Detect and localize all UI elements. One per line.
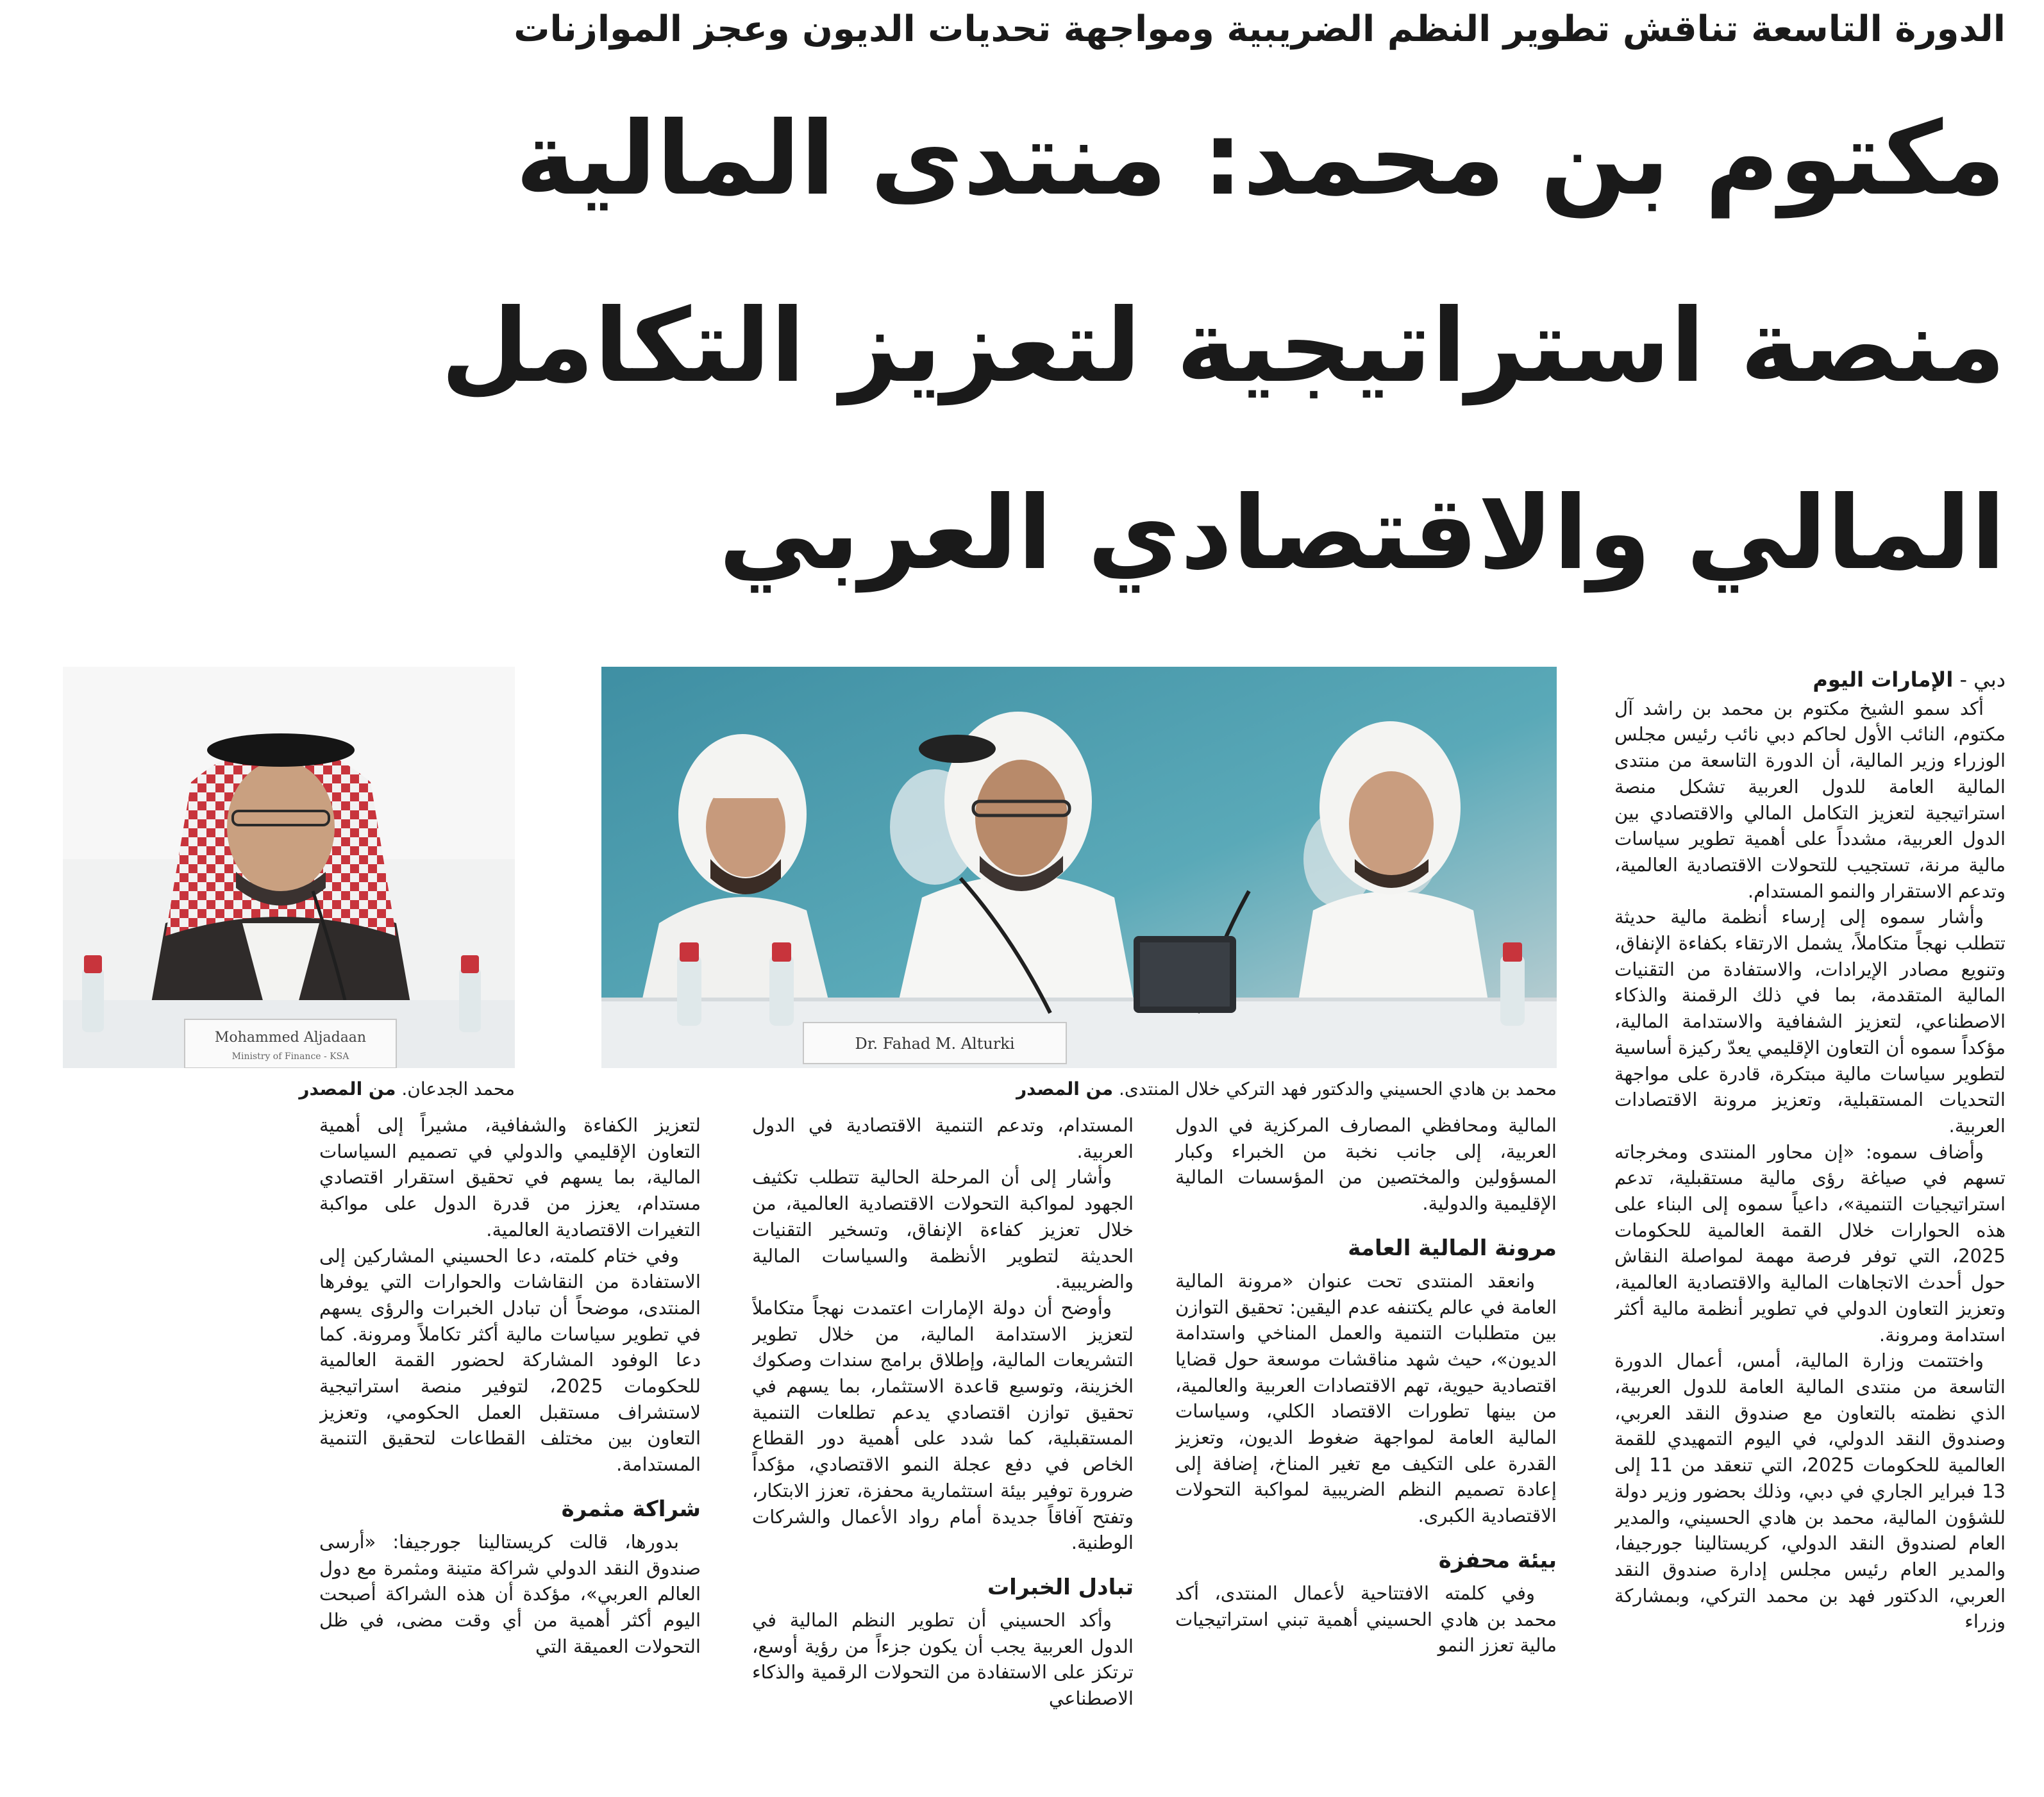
side-photo-caption bbox=[63, 1077, 515, 1101]
main-photo bbox=[601, 667, 1557, 1068]
paragraph: وأشار سموه إلى إرساء أنظمة مالية حديثة تتطلب نهجاً متكاملاً، يشمل الارتقاء بكفاءة الإنفاق، وتنويع مصادر الإيرادات، والاستفادة من التقنيات المالية المتقدمة، بما في ذلك الرقمنة والذكاء الاصطناعي، لتعزيز الشفافية والاستدامة المالية، مؤكداً سموه أن التعاون الإقليمي يعدّ ركيزة أساسية لتطوير سياسات مالية مبتكرة، قادرة على مواجهة التحديات المستقبلية، وتعزيز مرونة الاقتصادات العربية. bbox=[1614, 906, 2006, 1137]
main-photo-caption-text: محمد بن هادي الحسيني والدكتور فهد التركي خلال المنتدى. bbox=[1119, 1078, 1557, 1099]
kicker-headline: الدورة التاسعة تناقش تطوير النظم الضريبية ومواجهة تحديات الديون وعجز الموازنات bbox=[514, 8, 2006, 50]
subheading: بيئة محفزة bbox=[1438, 1547, 1557, 1573]
paragraph: وفي ختام كلمته، دعا الحسيني المشاركين إلى الاستفادة من النقاشات والحوارات التي يوفرها المنتدى، موضحاً أن تبادل الخبرات والرؤى يسهم في تطوير سياسات مالية أكثر تكاملاً ومرونة. كما دعا الوفود المشاركة لحضور القمة العالمية للحكومات 2025، لتوفير منصة استراتيجية لاستشراف مستقبل العمل الحكومي، وتعزيز التعاون بين مختلف القطاعات لتحقيق التنمية المستدامة. bbox=[319, 1244, 701, 1476]
side-photo-credit: من المصدر bbox=[299, 1078, 396, 1099]
headline-line-1: مكتوم بن محمد: منتدى المالية bbox=[515, 100, 2006, 218]
dateline-place: دبي - bbox=[1953, 667, 2006, 692]
side-photo bbox=[63, 667, 515, 1068]
paragraph: واختتمت وزارة المالية، أمس، أعمال الدورة التاسعة من منتدى المالية العامة للدول العربية، الذي نظمته بالتعاون مع صندوق النقد العربي، وصندوق النقد الدولي، في اليوم التمهيدي للقمة العالمية للحكومات 2025، التي تنعقد من 11 إلى 13 فبراير الجاري في دبي، وذلك بحضور وزير دولة للشؤون المالية، محمد بن هادي الحسيني، والمدير العام لصندوق النقد الدولي، كريستالينا جورجيفا، والمدير العام رئيس مجلس إدارة صندوق النقد العربي، الدكتور فهد بن محمد التركي، وبمشاركة وزراء bbox=[1614, 1350, 2006, 1633]
paragraph: وأكد الحسيني أن تطوير النظم المالية في الدول العربية يجب أن يكون جزءاً من رؤية أوسع، ترتكز على الاستفادة من التحولات الرقمية والذكاء الاصطناعي bbox=[752, 1609, 1134, 1710]
article-column-2 bbox=[1175, 1112, 1557, 1785]
paragraph: وأشار إلى أن المرحلة الحالية تتطلب تكثيف الجهود لمواكبة التحولات الاقتصادية العالمية، من خلال تعزيز كفاءة الإنفاق، وتسخير التقنيات الحديثة لتطوير الأنظمة والسياسات المالية والضريبية. bbox=[752, 1166, 1134, 1293]
article-column-4 bbox=[319, 1112, 701, 1785]
headline-line-2: منصة استراتيجية لتعزيز التكامل bbox=[440, 287, 2006, 405]
main-photo-nameplate: Dr. Fahad M. Alturki bbox=[855, 1035, 1015, 1053]
paragraph: وأوضح أن دولة الإمارات اعتمدت نهجاً متكاملاً لتعزيز الاستدامة المالية، من خلال تطوير التشريعات المالية، وإطلاق برامج سندات وصكوك الخزينة، وتوسيع قاعدة الاستثمار، بما يسهم في تحقيق توازن اقتصادي يدعم تطلعات التنمية المستقبلية، كما شدد على أهمية دور القطاع الخاص في دفع عجلة النمو الاقتصادي، مؤكداً ضرورة توفير بيئة استثمارية محفزة، تعزز الابتكار، وتفتح آفاقاً جديدة أمام رواد الأعمال والشركات الوطنية. bbox=[752, 1296, 1134, 1554]
side-photo-nameplate-name: Mohammed Aljadaan bbox=[214, 1030, 367, 1046]
side-photo-nameplate-title: Ministry of Finance - KSA bbox=[231, 1051, 349, 1062]
subheading: تبادل الخبرات bbox=[987, 1574, 1134, 1600]
paragraph: المالية ومحافظي المصارف المركزية في الدول العربية، إلى جانب نخبة من الخبراء وكبار المسؤولين والمختصين من المؤسسات المالية الإقليمية والدولية. bbox=[1175, 1114, 1557, 1215]
headline-line-3: المالي والاقتصادي العربي bbox=[719, 474, 2006, 592]
side-photo-caption-text: محمد الجدعان. bbox=[401, 1078, 515, 1099]
paragraph: بدورها، قالت كريستالينا جورجيفا: «أرسى صندوق النقد الدولي شراكة متينة ومثمرة مع دول العالم العربي»، مؤكدة أن هذه الشراكة أصبحت اليوم أكثر أهمية من أي وقت مضى، في ظل التحولات العميقة التي bbox=[319, 1530, 701, 1657]
paragraph: وانعقد المنتدى تحت عنوان «مرونة المالية العامة في عالم يكتنفه عدم اليقين: تحقيق التوازن بين متطلبات التنمية والعمل المناخي واستدامة الديون»، حيث شهد مناقشات موسعة حول قضايا اقتصادية حيوية، تهم الاقتصادات العربية والعالمية، من بينها تطورات الاقتصاد الكلي، وسياسات المالية العامة لمواجهة ضغوط الديون، وتعزيز القدرة على التكيف مع تغير المناخ، إضافة إلى إعادة تصميم النظم الضريبية لمواكبة التحولات الاقتصادية الكبرى. bbox=[1175, 1269, 1557, 1527]
article-column-1 bbox=[1614, 667, 2006, 1782]
subheading: شراكة مثمرة bbox=[561, 1496, 701, 1522]
main-photo-credit: من المصدر bbox=[1016, 1078, 1114, 1099]
paragraph: أكد سمو الشيخ مكتوم بن محمد بن راشد آل مكتوم، النائب الأول لحاكم دبي نائب رئيس مجلس الوزراء وزير المالية، أن الدورة التاسعة من منتدى المالية العامة للدول العربية تشكل منصة استراتيجية لتعزيز التكامل المالي والاقتصادي بين الدول العربية، مشدداً على أهمية تطوير سياسات مالية مرنة، تستجيب للتحولات الاقتصادية العالمية، وتدعم الاستقرار والنمو المستدام. bbox=[1614, 697, 2006, 902]
dateline-source: الإمارات اليوم bbox=[1813, 667, 1954, 692]
dateline bbox=[1614, 667, 2006, 693]
main-photo-caption bbox=[601, 1077, 1557, 1101]
paragraph: لتعزيز الكفاءة والشفافية، مشيراً إلى أهمية التعاون الإقليمي والدولي في تصميم السياسات المالية، بما يسهم في تحقيق استقرار اقتصادي مستدام، يعزز من قدرة الدول على مواكبة التغيرات الاقتصادية العالمية. bbox=[319, 1114, 701, 1241]
paragraph: وأضاف سموه: «إن محاور المنتدى ومخرجاته تسهم في صياغة رؤى مالية مستقبلية، تدعم استراتيجيات التنمية»، داعياً سموه إلى البناء على هذه الحوارات خلال القمة العالمية للحكومات 2025، التي توفر فرصة مهمة لمواصلة النقاش حول أحدث الاتجاهات المالية والاقتصادية العالمية، وتعزيز التعاون الدولي في تطوير أنظمة مالية أكثر استدامة ومرونة. bbox=[1614, 1141, 2006, 1346]
article-column-3 bbox=[752, 1112, 1134, 1785]
paragraph: وفي كلمته الافتتاحية لأعمال المنتدى، أكد محمد بن هادي الحسيني أهمية تبني استراتيجيات مالية تعزز النمو bbox=[1175, 1582, 1557, 1657]
subheading: مرونة المالية العامة bbox=[1348, 1235, 1557, 1261]
paragraph: المستدام، وتدعم التنمية الاقتصادية في الدول العربية. bbox=[752, 1114, 1134, 1162]
